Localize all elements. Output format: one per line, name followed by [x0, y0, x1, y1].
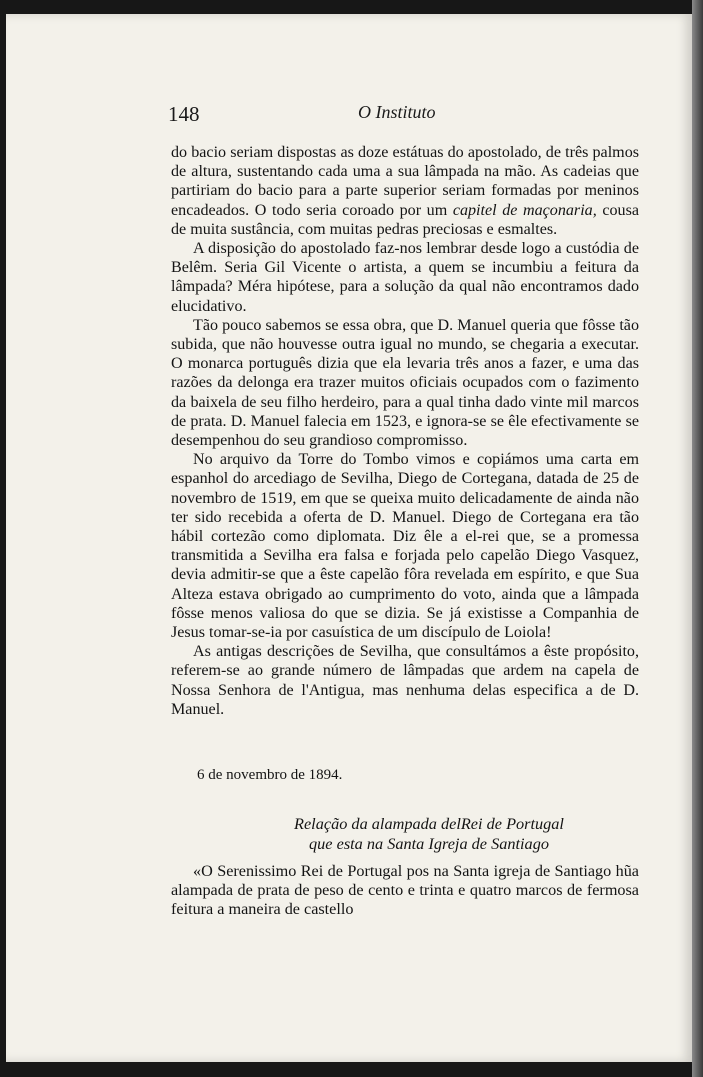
paragraph-3: Tão pouco sabemos se essa obra, que D. Manuel queria que fôsse tão subida, que não houvesse outra igual no mundo, se chegaria a executar. O monarca português dizia que ela levaria três anos a fazer, e uma das razões da delonga era trazer muitos oficiais ocupados com o fazimento da baixela de seu filho herdeiro, para a qual tinha dado vinte mil marcos de prata. D. Manuel falecia em 1523, e ignora-se se êle efectivamente se desempenhou do seu grandioso compromisso.: [171, 316, 639, 450]
paragraph-4: No arquivo da Torre do Tombo vimos e copiámos uma carta em espanhol do arcediago de Sevilha, Diego de Cortegana, datada de 25 de novembro de 1519, em que se queixa muito delicadamente de ainda não ter sido recebida a oferta de D. Manuel. Diego de Cortegana era tão hábil cortezão como diplomata. Diz êle a el-rei que, se a promessa transmitida a Sevilha era falsa e forjada pelo capelão Diego Vasquez, devia admitir-se que a êste capelão fôra revelada em espírito, e que Sua Alteza estava obrigado ao cumprimento do voto, ainda que a lâmpada fôsse menos valiosa do que se dizia. Se já existisse a Companhia de Jesus tomar-se-ia por casuística de um discípulo de Loiola!: [171, 451, 639, 642]
main-text: [171, 143, 639, 719]
dateline: 6 de novembro de 1894.: [197, 767, 343, 783]
paragraph-1: [171, 143, 639, 239]
section-heading-line-2: que esta na Santa Igreja de Santiago: [309, 834, 549, 853]
paragraph-5: As antigas descrições de Sevilha, que consultámos a êste propósito, referem-se ao grande número de lâmpadas que ardem na capela de Nossa Senhora de l'Antigua, mas nenhuma delas especifica a de D. Manuel.: [171, 643, 639, 718]
paragraph-1-start: do bacio seriam dispostas as doze estátuas do apostolado, de três palmos de altura, sustentando cada uma a sua lâmpada na mão. As cadeias que partiriam do bacio para a parte superior seriam formadas por meninos encadeados. O todo seria coroado por um: [171, 144, 639, 219]
book-edge: [692, 0, 703, 1077]
paragraph-1-italic: capitel de maçonaria,: [452, 201, 597, 219]
section-heading-line-1: Relação da alampada delRei de Portugal: [294, 814, 564, 833]
paragraph-1-end: cousa de muita sustância, com muitas pedras preciosas e esmaltes.: [171, 201, 639, 238]
page-header: [168, 102, 638, 126]
running-title: O Instituto: [358, 102, 436, 122]
section-heading: [171, 814, 639, 854]
paragraph-2: A disposição do apostolado faz-nos lembrar desde logo a custódia de Belêm. Seria Gil Vicente o artista, a quem se incumbiu a feitura da lâmpada? Méra hipótese, para a solução da qual não encontramos dado elucidativo.: [171, 240, 639, 315]
page-number: 148: [168, 102, 200, 126]
quoted-paragraph-1: «O Serenissimo Rei de Portugal pos na Santa igreja de Santiago hũa alampada de prata de peso de cento e trinta e quatro marcos de fermosa feitura a maneira de castello: [171, 862, 639, 919]
quoted-document: [171, 862, 639, 920]
